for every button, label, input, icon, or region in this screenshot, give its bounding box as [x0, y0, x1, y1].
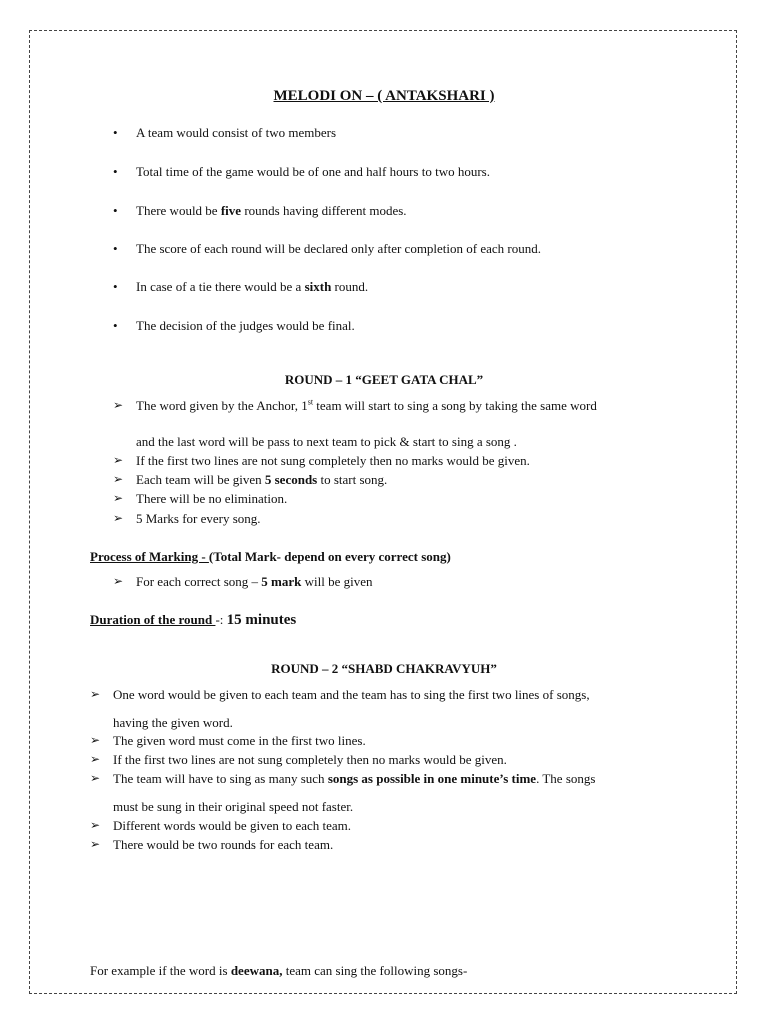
arrow-bullet-icon: ➢ [113, 472, 124, 486]
round2-item: The given word must come in the first two lines. [113, 733, 366, 748]
arrow-bullet-icon: ➢ [113, 491, 124, 505]
round2-heading: ROUND – 2 “SHABD CHAKRAVYUH” [271, 661, 497, 676]
bullet-icon: • [113, 318, 118, 333]
round2-item: One word would be given to each team and the team has to sing the first two lines of songs, [113, 687, 590, 702]
arrow-bullet-icon: ➢ [113, 574, 124, 588]
arrow-bullet-icon: ➢ [90, 752, 101, 766]
bullet-icon: • [113, 125, 118, 140]
arrow-bullet-icon: ➢ [113, 398, 124, 412]
arrow-bullet-icon: ➢ [90, 837, 101, 851]
round1-heading: ROUND – 1 “GEET GATA CHAL” [284, 372, 484, 387]
bullet-icon: • [113, 203, 118, 218]
rule-item: In case of a tie there would be a sixth round. [136, 279, 369, 294]
arrow-bullet-icon: ➢ [90, 687, 101, 701]
bullet-icon: • [113, 241, 118, 256]
round1-item: If the first two lines are not sung completely then no marks would be given. [136, 453, 530, 468]
duration-line: Duration of the round -: 15 minutes [90, 612, 297, 628]
round1-item: There will be no elimination. [136, 491, 288, 506]
rule-item: Total time of the game would be of one and half hours to two hours. [136, 164, 490, 179]
arrow-bullet-icon: ➢ [113, 453, 124, 467]
document-title: MELODI ON – ( ANTAKSHARI ) [273, 88, 495, 104]
example-line: For example if the word is deewana, team can sing the following songs- [90, 963, 468, 978]
rule-item: The decision of the judges would be final. [136, 318, 355, 333]
marking-heading: Process of Marking - (Total Mark- depend on every correct song) [90, 549, 451, 564]
rule-item: The score of each round will be declared only after completion of each round. [136, 241, 541, 256]
arrow-bullet-icon: ➢ [90, 733, 101, 747]
round1-item: 5 Marks for every song. [136, 511, 261, 526]
rule-item: A team would consist of two members [136, 125, 337, 140]
bullet-icon: • [113, 279, 118, 294]
round2-item-continuation: having the given word. [113, 715, 233, 730]
arrow-bullet-icon: ➢ [90, 771, 101, 785]
rule-item: There would be five rounds having different modes. [136, 203, 407, 218]
round1-item-continuation: and the last word will be pass to next team to pick & start to sing a song . [136, 434, 517, 449]
arrow-bullet-icon: ➢ [90, 818, 101, 832]
bullet-icon: • [113, 164, 118, 179]
round2-item: If the first two lines are not sung completely then no marks would be given. [113, 752, 507, 767]
round2-item-continuation: must be sung in their original speed not faster. [113, 799, 354, 814]
round2-item: There would be two rounds for each team. [113, 837, 334, 852]
marking-item: For each correct song – 5 mark will be given [136, 574, 373, 589]
arrow-bullet-icon: ➢ [113, 511, 124, 525]
round1-item: Each team will be given 5 seconds to start song. [136, 472, 388, 487]
round2-item: The team will have to sing as many such songs as possible in one minute’s time. The songs [113, 771, 596, 786]
round2-item: Different words would be given to each team. [113, 818, 352, 833]
round1-item: The word given by the Anchor, 1st team will start to sing a song by taking the same word [136, 397, 597, 413]
